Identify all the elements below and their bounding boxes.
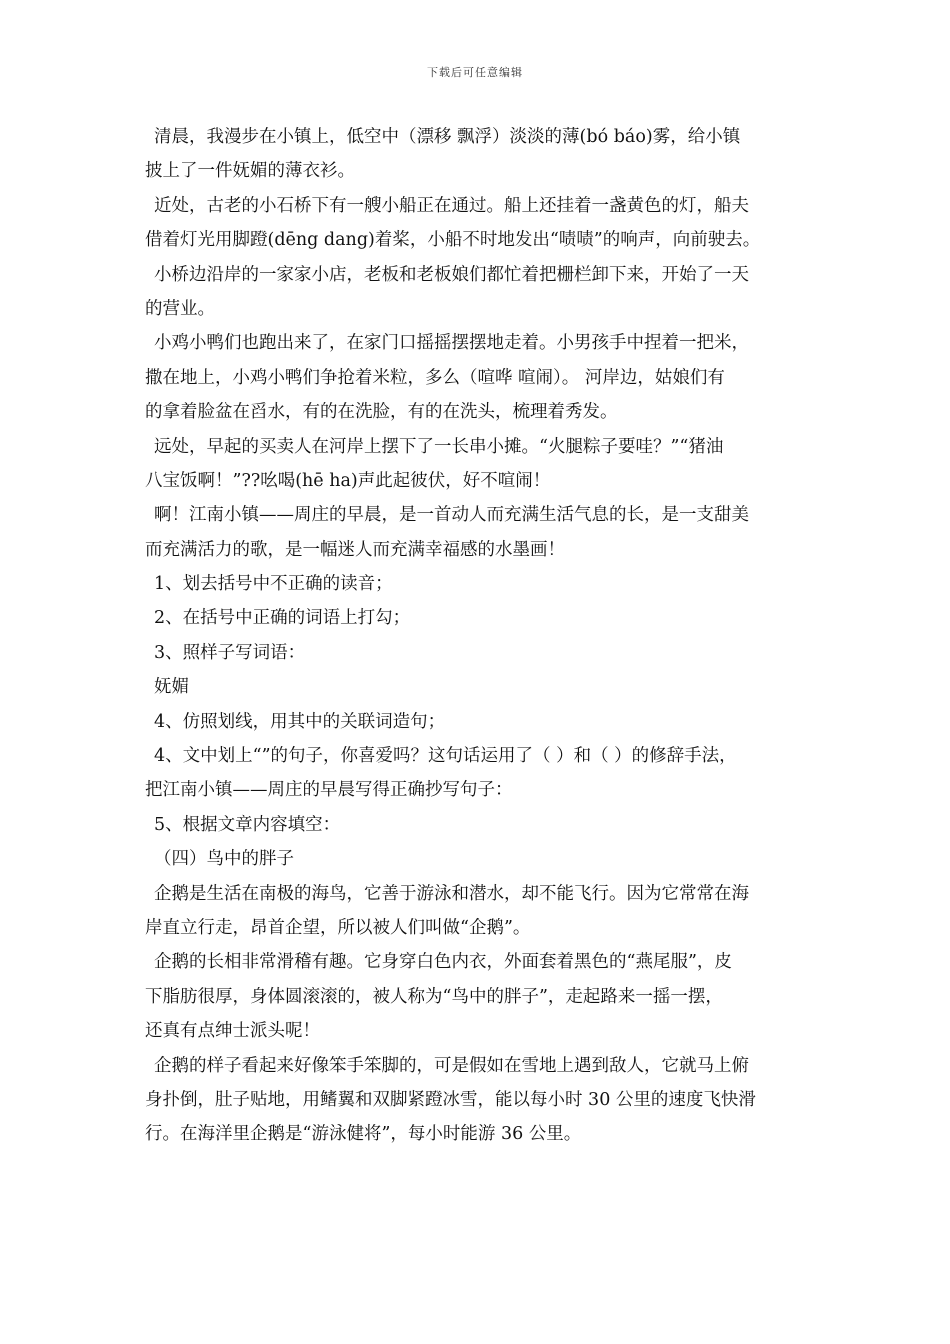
text-line: 3、照样子写词语： (154, 642, 306, 663)
text-line: 借着灯光用脚蹬(dēng dang)着桨，小船不时地发出“啧啧”的响声，向前驶去。 (145, 230, 761, 251)
text-line: 行。在海洋里企鹅是“游泳健将”，每小时能游 36 公里。 (145, 1124, 582, 1145)
text-line: 5、根据文章内容填空： (154, 814, 341, 835)
text-line: 小桥边沿岸的一家家小店，老板和老板娘们都忙着把栅栏卸下来，开始了一天 (154, 264, 749, 285)
text-line: 八宝饭啊！”??吆喝(hē ha)声此起彼伏，好不喧闹！ (145, 470, 551, 491)
text-line: 4、文中划上“”的句子，你喜爱吗？这句话运用了（ ）和（ ）的修辞手法， (154, 746, 737, 767)
text-line: 披上了一件妩媚的薄衣衫。 (145, 161, 355, 182)
text-line: 啊！江南小镇——周庄的早晨，是一首动人而充满生活气息的长，是一支甜美 (154, 505, 749, 526)
text-line: 而充满活力的歌，是一幅迷人而充满幸福感的水墨画！ (145, 539, 565, 560)
text-line: 的拿着脸盆在舀水，有的在洗脸，有的在洗头，梳理着秀发。 (145, 402, 618, 423)
text-line: 企鹅的样子看起来好像笨手笨脚的，可是假如在雪地上遇到敌人，它就马上俯 (154, 1055, 749, 1076)
page-header: 下载后可任意编辑 (427, 66, 523, 79)
text-line: 企鹅是生活在南极的海鸟，它善于游泳和潜水，却不能飞行。因为它常常在海 (154, 883, 749, 904)
text-line: 2、在括号中正确的词语上打勾； (154, 608, 411, 629)
text-line: （四）鸟中的胖子 (154, 849, 294, 870)
text-line: 近处，古老的小石桥下有一艘小船正在通过。船上还挂着一盏黄色的灯，船夫 (154, 195, 749, 216)
text-line: 身扑倒，肚子贴地，用鳍翼和双脚紧蹬冰雪，能以每小时 30 公里的速度飞快滑 (145, 1089, 756, 1110)
text-line: 的营业。 (145, 298, 215, 319)
text-line: 远处，早起的买卖人在河岸上摆下了一长串小摊。“火腿粽子要哇？”“猪油 (154, 436, 724, 457)
text-line: 小鸡小鸭们也跑出来了，在家门口摇摇摆摆地走着。小男孩手中捏着一把米， (154, 333, 749, 354)
text-line: 妩媚 (154, 677, 189, 698)
text-line: 4、仿照划线，用其中的关联词造句； (154, 711, 446, 732)
document-body (145, 120, 815, 1152)
text-line: 企鹅的长相非常滑稽有趣。它身穿白色内衣，外面套着黑色的“燕尾服”，皮 (154, 952, 732, 973)
text-line: 下脂肪很厚，身体圆滚滚的，被人称为“鸟中的胖子”，走起路来一摇一摆， (145, 986, 723, 1007)
text-line: 撒在地上，小鸡小鸭们争抢着米粒，多么（喧哗 喧闹）。 河岸边，姑娘们有 (145, 367, 725, 388)
text-line: 把江南小镇——周庄的早晨写得正确抄写句子： (145, 780, 513, 801)
text-line: 1、划去括号中不正确的读音； (154, 574, 393, 595)
text-line: 还真有点绅士派头呢！ (145, 1021, 320, 1042)
text-line: 清晨，我漫步在小镇上，低空中（漂移 飘浮）淡淡的薄(bó báo)雾，给小镇 (154, 127, 741, 147)
text-line: 岸直立行走，昂首企望，所以被人们叫做“企鹅”。 (145, 917, 531, 938)
